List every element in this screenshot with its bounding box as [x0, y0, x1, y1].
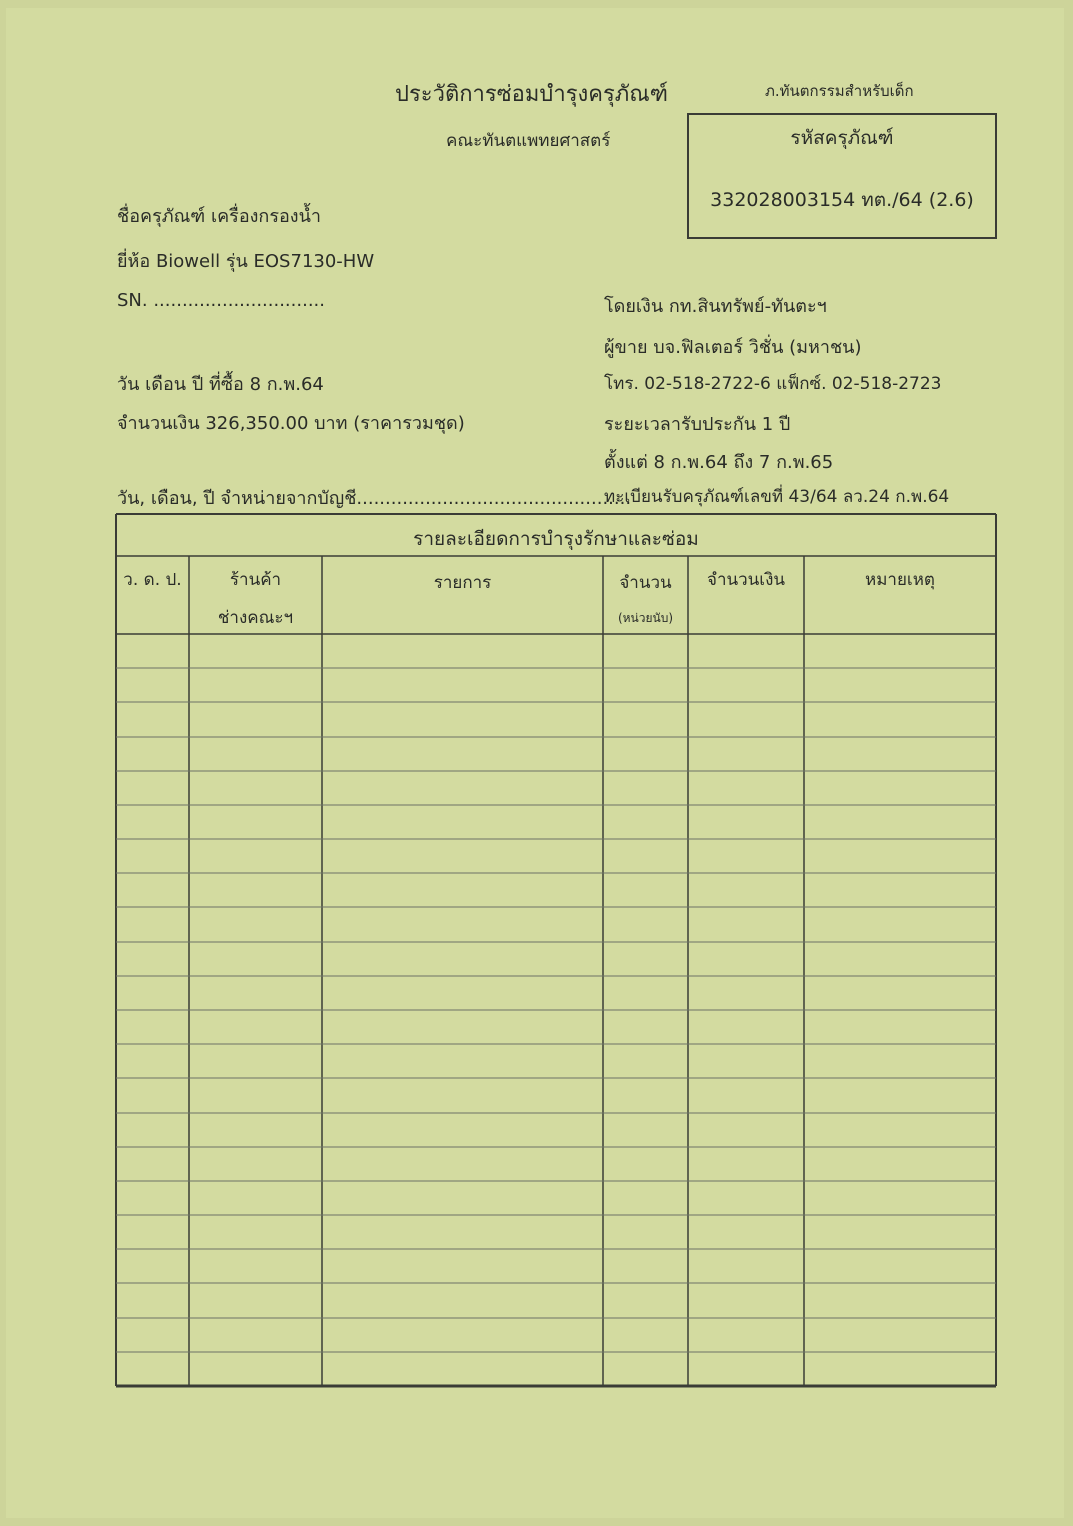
asset-code-box [687, 113, 997, 239]
col-header-qty-unit: (หน่วยนับ) [617, 611, 674, 625]
col-header-remark: หมายเหตุ [865, 570, 935, 590]
col-header-technician: ช่างคณะฯ [217, 608, 294, 628]
warranty-period-field: ตั้งแต่ 8 ก.พ.64 ถึง 7 ก.พ.65 [604, 452, 834, 473]
phone-fax-field: โทร. 02-518-2722-6 แฟ็กซ์. 02-518-2723 [604, 374, 942, 394]
brand-model-field: ยี่ห้อ Biowell รุ่น EOS7130-HW [117, 251, 375, 272]
asset-name-field: ชื่อครุภัณฑ์ เครื่องกรองน้ำ [117, 206, 322, 227]
registration-field: ทะเบียนรับครุภัณฑ์เลขที่ 43/64 ลว.24 ก.พ.64 [604, 487, 950, 507]
funding-source-field: โดยเงิน กท.สินทรัพย์-ทันตะฯ [604, 296, 827, 317]
seller-field: ผู้ขาย บจ.ฟิลเตอร์ วิชั่น (มหาชน) [604, 337, 862, 358]
amount-field: จำนวนเงิน 326,350.00 บาท (ราคารวมชุด) [117, 413, 465, 434]
disposal-date-field: วัน, เดือน, ปี จำหน่ายจากบัญชี................................................ [117, 488, 632, 509]
table-title: รายละเอียดการบำรุงรักษาและซ่อม [413, 528, 699, 550]
purchase-date-field: วัน เดือน ปี ที่ซื้อ 8 ก.พ.64 [117, 374, 324, 395]
col-header-qty: จำนวน [619, 573, 672, 593]
col-header-item: รายการ [433, 573, 492, 593]
form-title: ประวัติการซ่อมบำรุงครุภัณฑ์ [395, 82, 668, 107]
col-header-amount: จำนวนเงิน [706, 570, 786, 590]
serial-number-field: SN. .............................. [117, 290, 325, 311]
department-label: ภ.ทันตกรรมสำหรับเด็ก [765, 82, 914, 100]
col-header-date: ว. ด. ป. [123, 570, 182, 590]
warranty-field: ระยะเวลารับประกัน 1 ปี [604, 414, 791, 435]
faculty-label: คณะทันตแพทยศาสตร์ [446, 131, 611, 151]
asset-code-value: 332028003154 ทต./64 (2.6) [710, 189, 974, 211]
col-header-shop: ร้านค้า [229, 570, 282, 590]
asset-code-label: รหัสครุภัณฑ์ [790, 127, 894, 149]
